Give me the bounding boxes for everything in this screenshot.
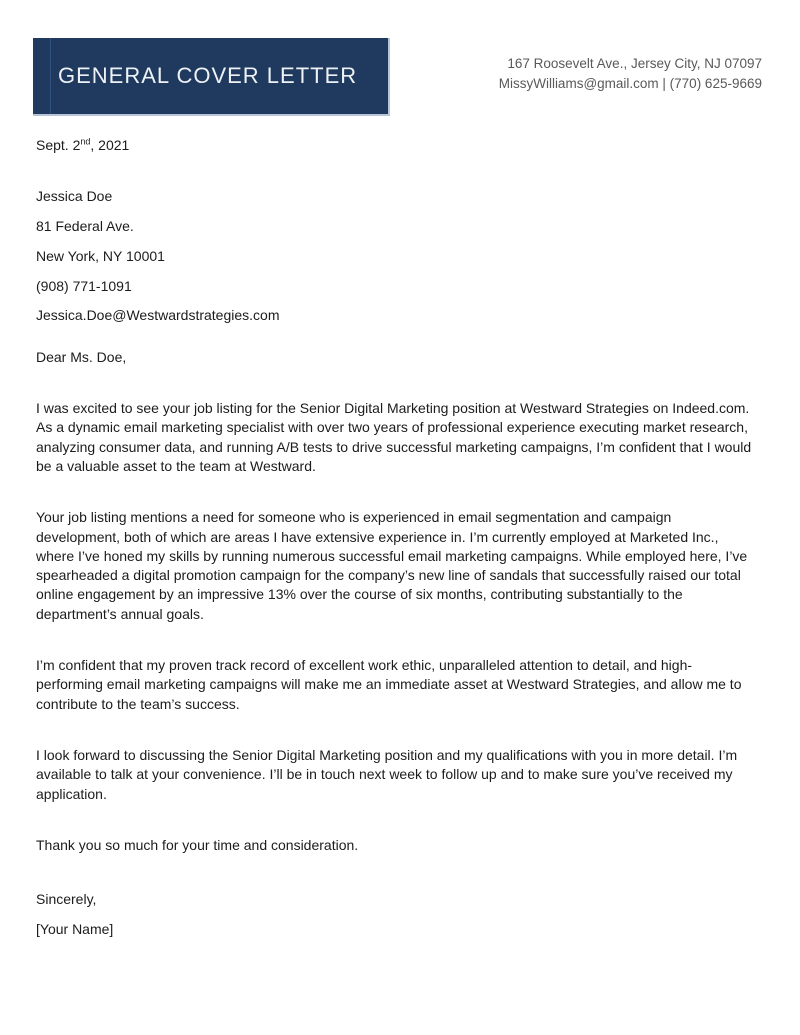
closing-line: Sincerely, — [36, 891, 97, 908]
signature-placeholder: [Your Name] — [36, 920, 114, 937]
sender-email-phone: MissyWilliams@gmail.com | (770) 625-9669 — [498, 76, 762, 91]
date-prefix: Sept. 2 — [36, 137, 81, 153]
date-ordinal-superscript: nd — [80, 136, 91, 147]
letter-title: GENERAL COVER LETTER — [58, 63, 358, 88]
body-paragraph-2: Your job listing mentions a need for someone who is experienced in email segmentation and campaign development, both of which are areas I have extensive experience in. I’m currently employed at Marketed Inc., where I’ve honed my skills by running numerous successful email marketing campaigns. While employed here, I’ve spearheaded a digital promotion campaign for the company’s new line of sandals that successfully raised our total online engagement by an impressive 13% over the course of six months, contributing substantially to the department’s annual goals. — [36, 509, 748, 622]
recipient-name: Jessica Doe — [36, 188, 113, 205]
recipient-street: 81 Federal Ave. — [36, 218, 134, 235]
title-accent-line — [50, 38, 51, 114]
body-paragraph-4: I look forward to discussing the Senior Digital Marketing position and my qualifications with you in more detail. I’m available to talk at your convenience. I’ll be in touch next week to follow up and to make sure you’ve received my application. — [36, 746, 738, 802]
body-paragraph-1: I was excited to see your job listing for the Senior Digital Marketing position at Westward Strategies on Indeed.com. As a dynamic email marketing specialist with over two years of professional experience executing market research, analyzing consumer data, and running A/B tests to drive successful marketing campaigns, I’m confident that I would be a valuable asset to the team at Westward. — [36, 400, 752, 474]
recipient-email: Jessica.Doe@Westwardstrategies.com — [36, 307, 280, 324]
date-suffix: , 2021 — [90, 137, 130, 153]
letter-body — [36, 136, 758, 939]
sender-contact-block — [499, 54, 762, 94]
thanks-line: Thank you so much for your time and consideration. — [36, 836, 359, 853]
date-line — [36, 136, 758, 155]
salutation: Dear Ms. Doe, — [36, 348, 127, 365]
recipient-city: New York, NY 10001 — [36, 247, 165, 264]
sender-address: 167 Roosevelt Ave., Jersey City, NJ 07097 — [507, 56, 762, 71]
recipient-phone: (908) 771-1091 — [36, 277, 132, 294]
body-paragraph-3: I’m confident that my proven track record of excellent work ethic, unparalleled attention to detail, and high-performing email marketing campaigns will make me an immediate asset at Westward Strategies, and allow me to contribute to the team’s success. — [36, 657, 742, 712]
letter-title-box — [33, 38, 390, 116]
